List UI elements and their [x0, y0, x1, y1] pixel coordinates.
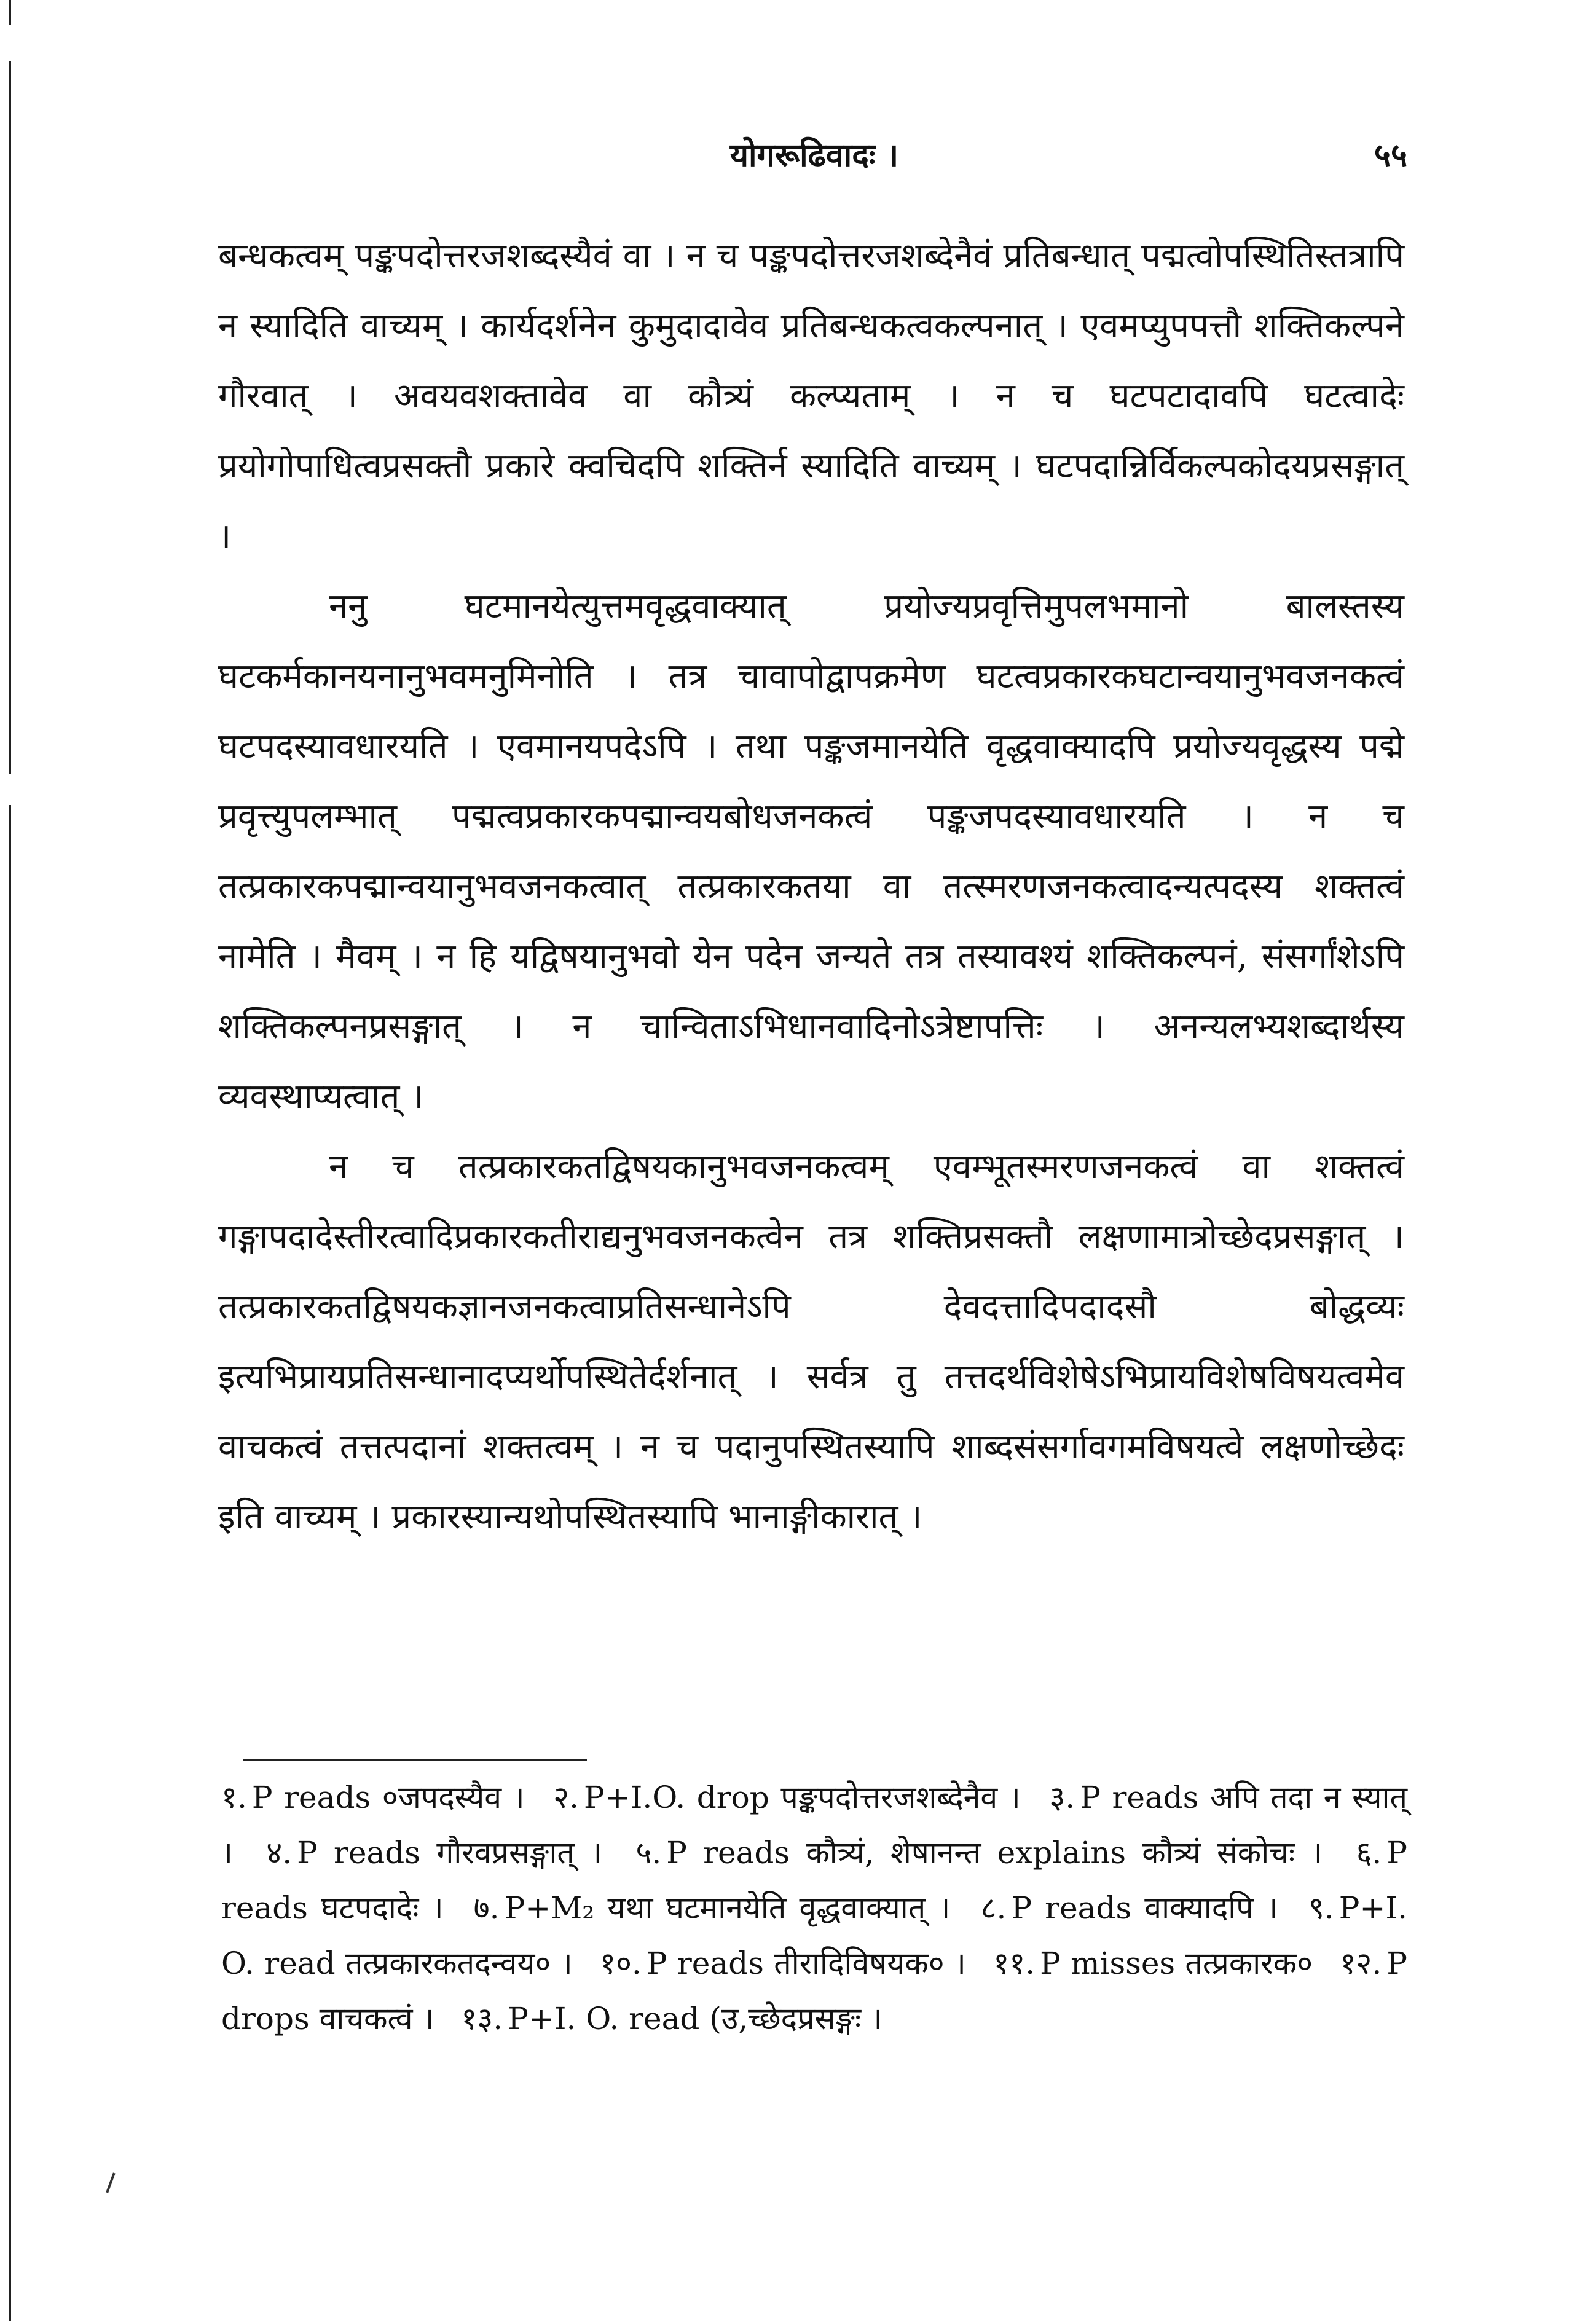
footnote-number: १३. [461, 2001, 503, 2036]
binding-gap [4, 25, 18, 61]
footnote-number: ३. [1049, 1780, 1075, 1815]
footnote [980, 1890, 1278, 1926]
paragraph: ननु घटमानयेत्युत्तमवृद्धवाक्यात् प्रयोज्यप्रवृत्तिमुपलभमानो बालस्तस्य घटकर्मकानयनानुभवमनुमिनोति । तत्र चावापोद्वापक्रमेण घटत्वप्रकारकघटान्वयानुभवजनकत्वं घटपदस्यावधारयति । एवमानयपदेऽपि । तथा पङ्कजमानयेति वृद्धवाक्यादपि प्रयोज्यवृद्धस्य पद्मे प्रवृत्त्युपलम्भात् पद्मत्वप्रकारकपद्मान्वयबोधजनकत्वं पङ्कजपदस्यावधारयति । न च तत्प्रकारकपद्मान्वयानुभवजनकत्वात् तत्प्रकारकतया वा तत्स्मरणजनकत्वादन्यत्पदस्य शक्तत्वं नामेति । मैवम् । न हि यद्विषयानुभवो येन पदेन जन्यते तत्र तस्यावश्यं शक्तिकल्पनं, संसर्गांशेऽपि शक्तिकल्पनप्रसङ्गात् । न चान्विताऽभिधानवादिनोऽत्रेष्टापत्तिः । अनन्यलभ्यशब्दार्थस्य व्यवस्थाप्यत्वात् । [218, 586, 1404, 1117]
footnote-number: ७. [473, 1890, 500, 1926]
main-text [218, 221, 1404, 1552]
footnote [461, 2001, 883, 2036]
footnote-text: P reads तीरादिविषयक० । [646, 1946, 966, 1981]
footnote [266, 1835, 602, 1871]
footnotes [221, 1770, 1407, 2046]
footnote-number: ८. [980, 1890, 1007, 1926]
stray-ink-mark [106, 2172, 115, 2193]
footnote-text: P reads गौरवप्रसङ्गात् । [297, 1835, 603, 1871]
footnote-text: P reads ०जपदस्यैव । [251, 1780, 525, 1815]
running-title: योगरूढिवादः । [729, 136, 899, 174]
footnote-text: P reads वाक्यादपि । [1011, 1890, 1278, 1926]
footnote-number: ४. [266, 1835, 293, 1871]
footnote-number: १२. [1340, 1946, 1382, 1981]
footnote-text: P reads कौत्र्यं, शेषानन्त explains कौत्र्यं संकोचः । [666, 1835, 1323, 1871]
footnote [221, 1780, 525, 1815]
footnote-rule [243, 1759, 587, 1761]
footnote-number: २. [553, 1780, 580, 1815]
page-binding-edge [9, 0, 15, 2321]
footnote-number: १०. [600, 1946, 642, 1981]
footnote-number: ६. [1356, 1835, 1382, 1871]
footnote-text: P+I. O. read तत्प्रकारकतदन्वय० । [221, 1890, 1407, 1981]
paragraph: न च तत्प्रकारकतद्विषयकानुभवजनकत्वम् एवम्भूतस्मरणजनकत्वं वा शक्तत्वं गङ्गापदादेस्तीरत्वादिप्रकारकतीराद्यनुभवजनकत्वेन तत्र शक्तिप्रसक्तौ लक्षणामात्रोच्छेदप्रसङ्गात् । तत्प्रकारकतद्विषयकज्ञानजनकत्वाप्रतिसन्धानेऽपि देवदत्तादिपदादसौ बोद्धव्यः इत्यभिप्रायप्रतिसन्धानादप्यर्थोपस्थितेर्दर्शनात् । सर्वत्र तु तत्तदर्थविशेषेऽभिप्रायविशेषविषयत्वमेव वाचकत्वं तत्तत्पदानां शक्तत्वम् । न च पदानुपस्थितस्यापि शाब्दसंसर्गावगमविषयत्वे लक्षणोच्छेदः इति वाच्यम् । प्रकारस्यान्यथोपस्थितस्यापि भानाङ्गीकारात् । [218, 1147, 1404, 1537]
footnote-text: P reads घटपदादेः । [221, 1835, 1407, 1926]
footnote-text: P+M₂ यथा घटमानयेति वृद्धवाक्यात् । [504, 1890, 951, 1926]
footnote-text: P drops वाचकत्वं । [221, 1946, 1407, 2036]
footnote [993, 1946, 1313, 1981]
footnote-number: १. [221, 1780, 247, 1815]
footnote [635, 1835, 1323, 1871]
binding-gap [4, 774, 18, 805]
page-number: ५५ [1374, 136, 1407, 174]
footnote-number: ९. [1308, 1890, 1334, 1926]
footnote-number: ११. [993, 1946, 1036, 1981]
footnote-text: P misses तत्प्रकारक० [1040, 1946, 1313, 1981]
footnote [474, 1890, 951, 1926]
footnote [553, 1780, 1021, 1815]
footnote [600, 1946, 966, 1981]
footnote-text: P reads अपि तदा न स्यात् । [221, 1780, 1407, 1871]
page-header [221, 126, 1407, 187]
paragraph: बन्धकत्वम् पङ्कपदोत्तरजशब्दस्यैवं वा । न च पङ्कपदोत्तरजशब्देनैवं प्रतिबन्धात् पद्मत्वोपस्थितिस्तत्रापि न स्यादिति वाच्यम् । कार्यदर्शनेन कुमुदादावेव प्रतिबन्धकत्वकल्पनात् । एवमप्युपपत्तौ शक्तिकल्पने गौरवात् । अवयवशक्तावेव वा कौत्र्यं कल्प्यताम् । न च घटपटादावपि घटत्वादेः प्रयोगोपाधित्वप्रसक्तौ प्रकारे क्वचिदपि शक्तिर्न स्यादिति वाच्यम् । घटपदान्निर्विकल्पकोदयप्रसङ्गात् । [218, 236, 1404, 556]
footnote-text: P+I.O. drop पङ्कपदोत्तरजशब्देनैव । [584, 1780, 1021, 1815]
footnote-number: ५. [635, 1835, 662, 1871]
footnote-text: P+I. O. read (उ,च्छेदप्रसङ्गः । [508, 2001, 883, 2036]
